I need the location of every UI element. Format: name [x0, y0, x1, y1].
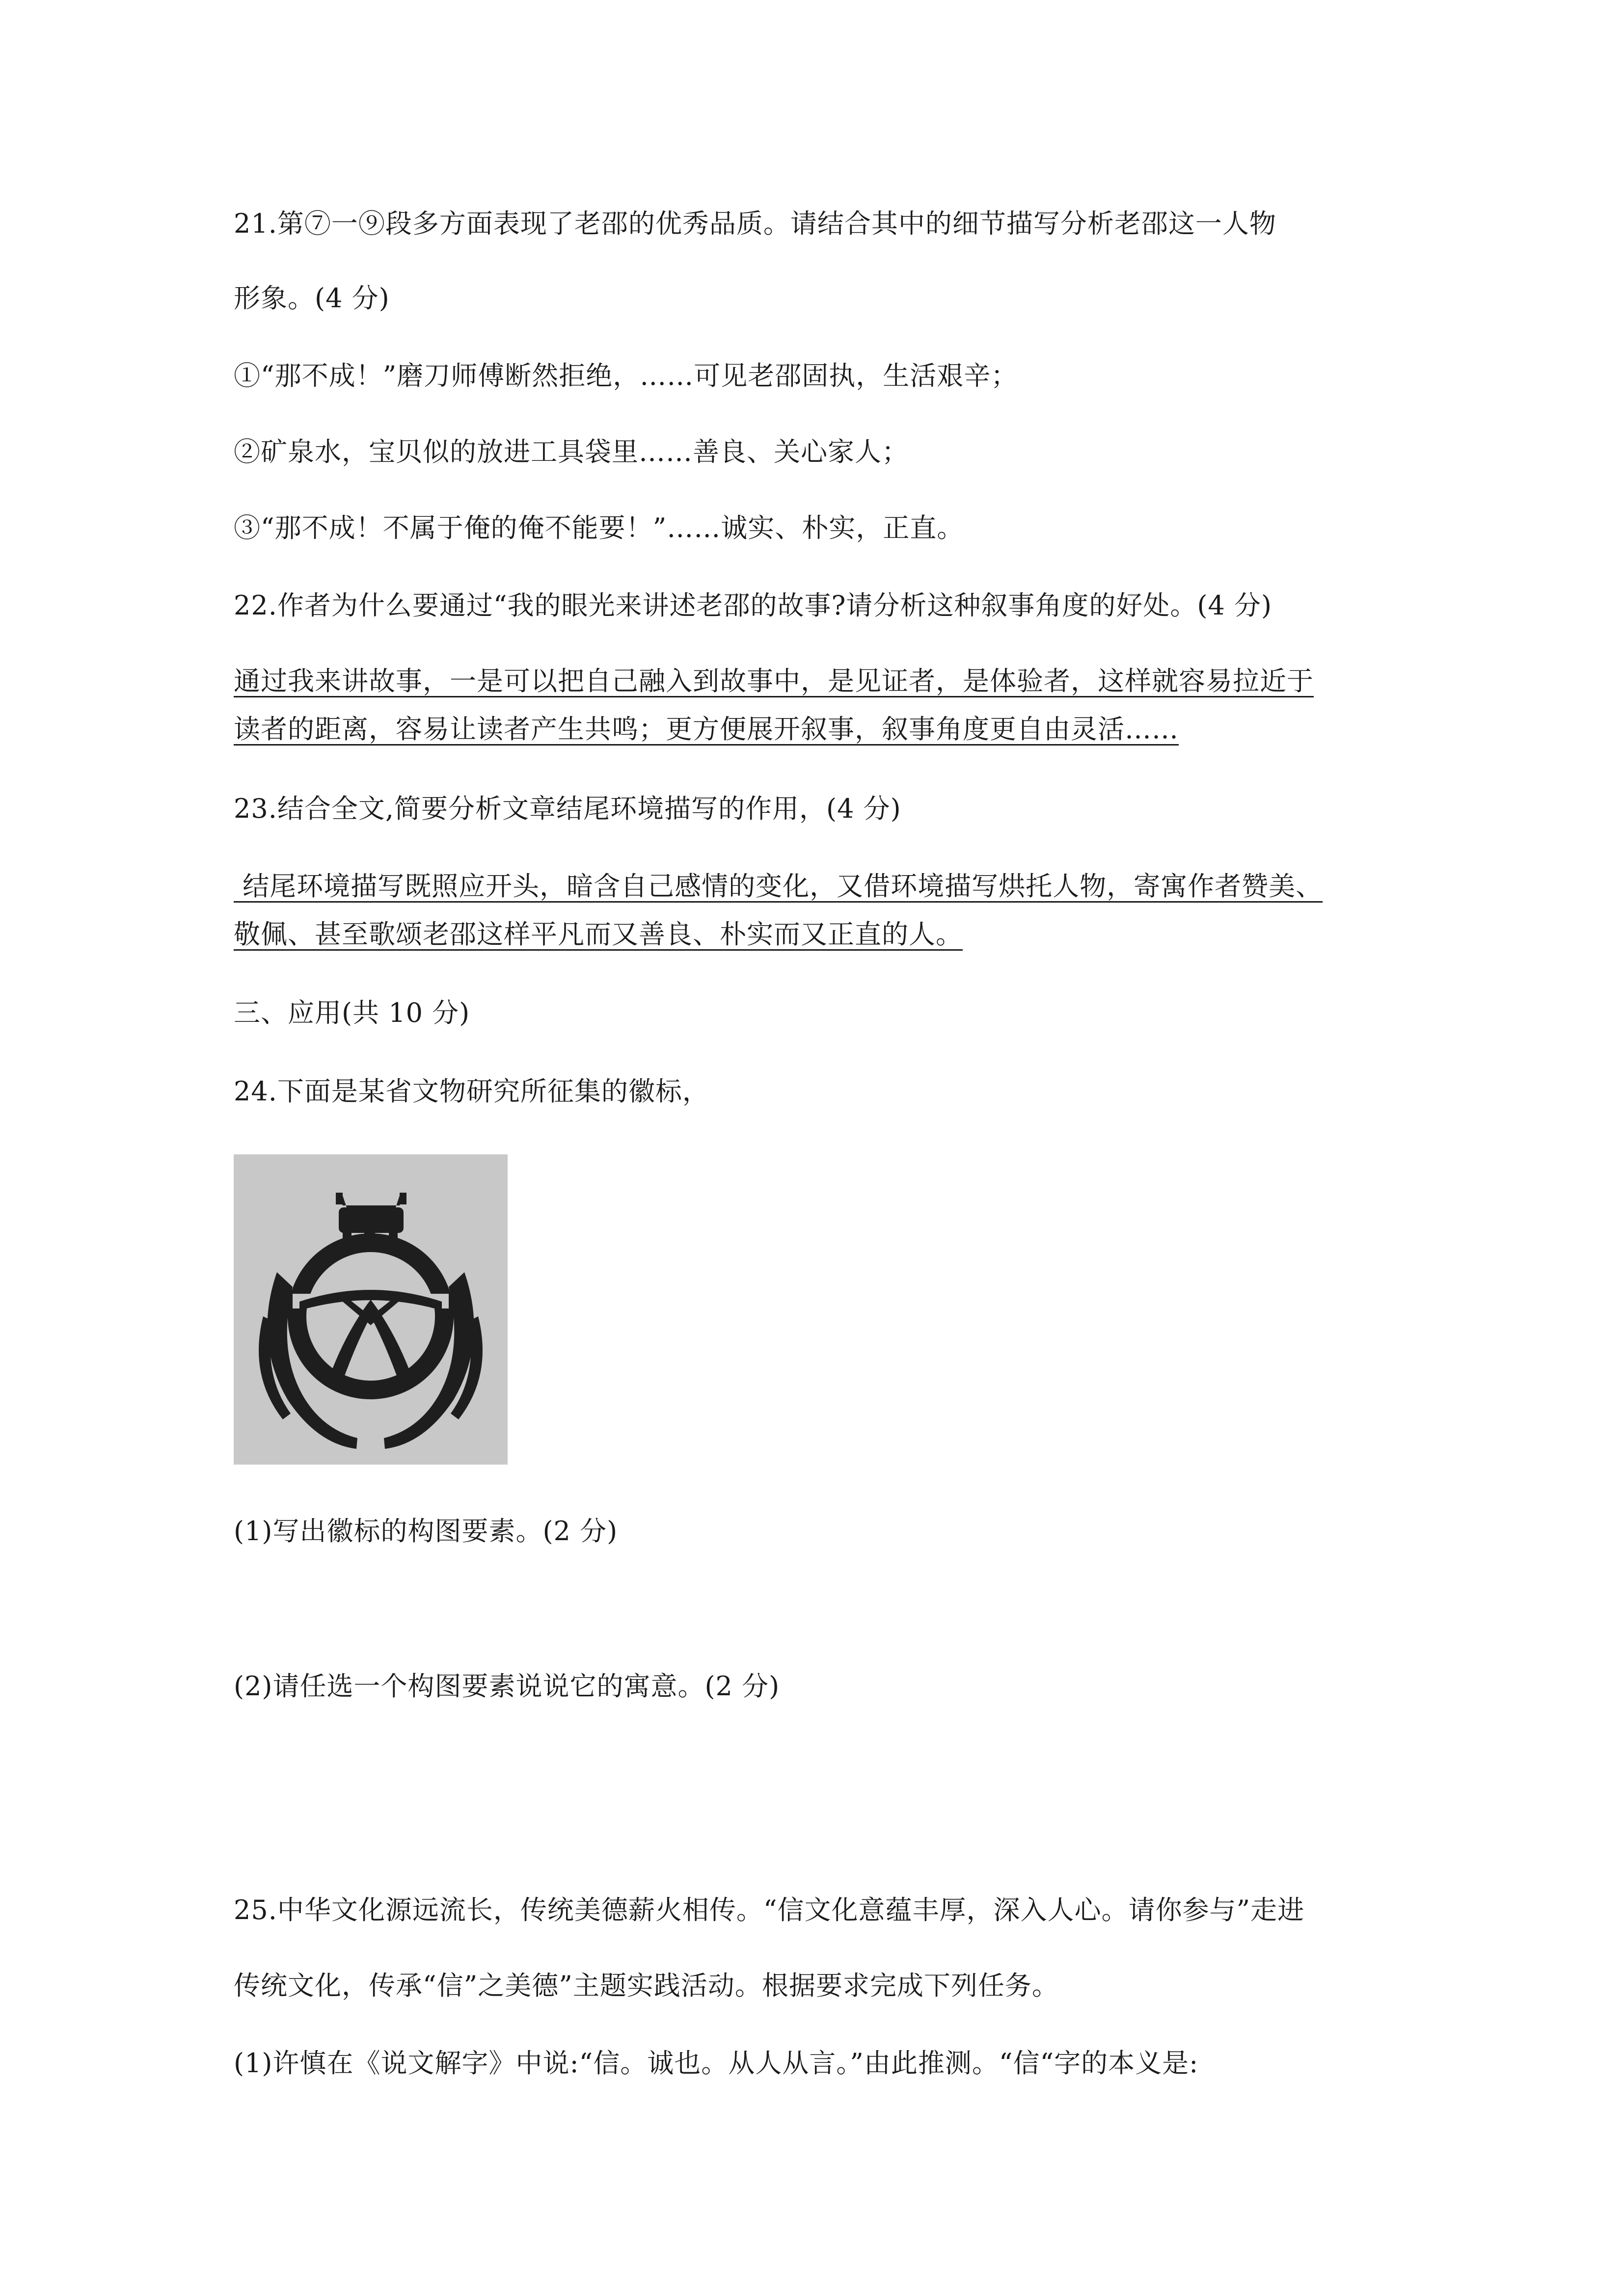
q24-sub1: (1)写出徽标的构图要素。(2 分) — [234, 1516, 618, 1547]
q25-prompt-line1: 25.中华文化源远流长，传统美德薪火相传。“信文化意蕴丰厚，深入人心。请你参与”走进 — [234, 1895, 1305, 1925]
q21-prompt-line2: 形象。(4 分) — [234, 283, 390, 314]
q25-sub1: (1)许慎在《说文解字》中说:“信。诚也。从人从言。”由此推测。“信“字的本义是: — [234, 2048, 1199, 2079]
q21-answer-2: ②矿泉水，宝贝似的放进工具袋里……善良、关心家人； — [234, 436, 909, 467]
cultural-relics-emblem-icon — [234, 1154, 508, 1465]
section3-heading: 三、应用(共 10 分) — [234, 997, 470, 1028]
q21-answer-1: ①“那不成！”磨刀师傅断然拒绝，……可见老邵固执，生活艰辛； — [234, 360, 1018, 391]
q22-answer-line1: 通过我来讲故事，一是可以把自己融入到故事中，是见证者，是体验者，这样就容易拉近于 — [234, 666, 1314, 696]
q24-sub2: (2)请任选一个构图要素说说它的寓意。(2 分) — [234, 1671, 780, 1702]
q23-answer-line1: 结尾环境描写既照应开头，暗含自己感情的变化，又借环境描写烘托人物，寄寓作者赞美、 — [234, 871, 1323, 902]
q21-prompt-line1: 21.第⑦一⑨段多方面表现了老邵的优秀品质。请结合其中的细节描写分析老邵这一人物 — [234, 208, 1276, 239]
emblem-image — [234, 1154, 508, 1465]
q22-prompt: 22.作者为什么要通过“我的眼光来讲述老邵的故事?请分析这种叙事角度的好处。(4 分) — [234, 590, 1272, 621]
q23-prompt: 23.结合全文,简要分析文章结尾环境描写的作用，(4 分) — [234, 793, 901, 824]
q25-prompt-line2: 传统文化，传承“信”之美德”主题实践活动。根据要求完成下列任务。 — [234, 1970, 1059, 2001]
q22-answer-line2: 读者的距离，容易让读者产生共鸣；更方便展开叙事，叙事角度更自由灵活…… — [234, 714, 1179, 745]
q23-answer-line2: 敬佩、甚至歌颂老邵这样平凡而又善良、朴实而又正直的人。 — [234, 919, 963, 950]
q21-answer-3: ③“那不成！不属于俺的俺不能要！”……诚实、朴实，正直。 — [234, 512, 964, 543]
q24-prompt: 24.下面是某省文物研究所征集的徽标， — [234, 1076, 709, 1107]
